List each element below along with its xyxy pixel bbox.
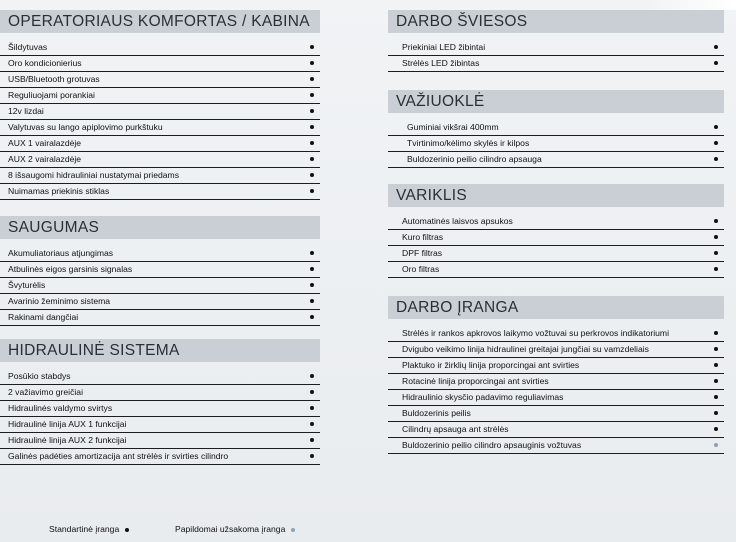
list-item: [0, 449, 320, 465]
standard-dot-icon: [310, 141, 314, 145]
list-item: [0, 40, 320, 56]
optional-dot-icon: [291, 528, 295, 532]
standard-dot-icon: [310, 438, 314, 442]
standard-dot-icon: [310, 157, 314, 161]
item-label: Dvigubo veikimo linija hidraulinei greitajai jungčiai su vamzdeliais: [402, 344, 649, 354]
item-label: 2 važiavimo greičiai: [8, 387, 83, 397]
list-item: [0, 433, 320, 449]
standard-dot-icon: [310, 61, 314, 65]
item-label: USB/Bluetooth grotuvas: [8, 74, 100, 84]
standard-dot-icon: [714, 395, 718, 399]
standard-dot-icon: [310, 315, 314, 319]
list-item: [0, 104, 320, 120]
list-item: [0, 246, 320, 262]
section-header: VARIKLIS: [388, 184, 724, 207]
item-label: Rotacinė linija proporcingai ant svirties: [402, 376, 549, 386]
item-label: Hidraulinė linija AUX 2 funkcijai: [8, 435, 127, 445]
list-item: [388, 326, 724, 342]
section-header: DARBO ĮRANGA: [388, 296, 724, 319]
list-item: [0, 417, 320, 433]
list-item: [0, 310, 320, 326]
list-item: [388, 56, 724, 72]
section-work-equipment: [388, 296, 724, 454]
legend-optional: [175, 524, 295, 534]
list-item: [388, 262, 724, 278]
list-item: [0, 88, 320, 104]
legend-optional-label: Papildomai užsakoma įranga: [175, 524, 286, 534]
legend-standard-label: Standartinė įranga: [49, 524, 120, 534]
item-label: Automatinės laisvos apsukos: [402, 216, 513, 226]
standard-dot-icon: [310, 77, 314, 81]
standard-dot-icon: [310, 173, 314, 177]
list-item: [0, 369, 320, 385]
list-item: [0, 120, 320, 136]
item-label: Guminiai vikšrai 400mm: [407, 122, 499, 132]
standard-dot-icon: [714, 411, 718, 415]
item-label: Hidraulinio skysčio padavimo reguliavimas: [402, 392, 564, 402]
standard-dot-icon: [310, 283, 314, 287]
standard-dot-icon: [714, 61, 718, 65]
item-label: Atbulinės eigos garsinis signalas: [8, 264, 133, 274]
item-label: Rakinami dangčiai: [8, 312, 79, 322]
list-item: [388, 40, 724, 56]
standard-dot-icon: [310, 45, 314, 49]
section-engine: [388, 184, 724, 278]
standard-dot-icon: [310, 299, 314, 303]
standard-dot-icon: [310, 406, 314, 410]
section-header: DARBO ŠVIESOS: [388, 10, 724, 33]
corner-fade: [646, 0, 736, 10]
item-label: Nuimamas priekinis stiklas: [8, 186, 110, 196]
section-header: SAUGUMAS: [0, 216, 320, 239]
item-label: Tvirtinimo/kėlimo skylės ir kilpos: [407, 138, 530, 148]
standard-dot-icon: [310, 125, 314, 129]
list-item: [388, 438, 724, 454]
item-label: Švyturėlis: [8, 280, 46, 290]
item-label: Valytuvas su lango apiplovimo purkštuku: [8, 122, 163, 132]
standard-dot-icon: [310, 390, 314, 394]
item-label: Šildytuvas: [8, 42, 48, 52]
section-header: HIDRAULINĖ SISTEMA: [0, 339, 320, 362]
standard-dot-icon: [310, 251, 314, 255]
item-label: AUX 1 vairalazdėje: [8, 138, 82, 148]
standard-dot-icon: [714, 427, 718, 431]
standard-dot-icon: [125, 528, 129, 532]
item-label: Posūkio stabdys: [8, 371, 71, 381]
legend-standard: [49, 524, 129, 534]
standard-dot-icon: [310, 109, 314, 113]
list-item: [0, 401, 320, 417]
standard-dot-icon: [714, 157, 718, 161]
item-label: DPF filtras: [402, 248, 443, 258]
standard-dot-icon: [310, 267, 314, 271]
item-label: Oro filtras: [402, 264, 440, 274]
section-undercarriage: [388, 90, 724, 168]
list-item: [388, 120, 724, 136]
standard-dot-icon: [714, 251, 718, 255]
standard-dot-icon: [310, 422, 314, 426]
item-label: Akumuliatoriaus atjungimas: [8, 248, 114, 258]
list-item: [388, 422, 724, 438]
section-operator-comfort: [0, 10, 320, 200]
list-item: [0, 278, 320, 294]
list-item: [0, 184, 320, 200]
standard-dot-icon: [714, 219, 718, 223]
list-item: [0, 136, 320, 152]
standard-dot-icon: [310, 93, 314, 97]
item-label: Oro kondicionierius: [8, 58, 82, 68]
section-work-lights: [388, 10, 724, 72]
list-item: [0, 294, 320, 310]
item-label: Strėlės LED žibintas: [402, 58, 480, 68]
standard-dot-icon: [714, 347, 718, 351]
list-item: [0, 262, 320, 278]
list-item: [388, 374, 724, 390]
item-label: Galinės padėties amortizacija ant strėlės ir svirties cilindro: [8, 451, 229, 461]
list-item: [0, 72, 320, 88]
list-item: [388, 230, 724, 246]
item-label: AUX 2 vairalazdėje: [8, 154, 82, 164]
list-item: [388, 358, 724, 374]
optional-dot-icon: [714, 443, 718, 447]
list-item: [388, 152, 724, 168]
standard-dot-icon: [310, 454, 314, 458]
list-item: [0, 385, 320, 401]
standard-dot-icon: [714, 45, 718, 49]
item-label: Kuro filtras: [402, 232, 444, 242]
list-item: [388, 342, 724, 358]
item-label: Strėlės ir rankos apkrovos laikymo vožtuvai su perkrovos indikatoriumi: [402, 328, 669, 338]
item-label: 12v lizdai: [8, 106, 44, 116]
section-hydraulics: [0, 339, 320, 465]
item-label: Buldozerinio peilio cilindro apsauga: [407, 154, 542, 164]
standard-dot-icon: [714, 141, 718, 145]
list-item: [388, 246, 724, 262]
list-item: [0, 56, 320, 72]
item-label: Avarinio žeminimo sistema: [8, 296, 111, 306]
standard-dot-icon: [714, 363, 718, 367]
standard-dot-icon: [310, 374, 314, 378]
standard-dot-icon: [714, 235, 718, 239]
item-label: Reguliuojami porankiai: [8, 90, 95, 100]
standard-dot-icon: [714, 379, 718, 383]
item-label: Hidraulinės valdymo svirtys: [8, 403, 113, 413]
list-item: [388, 390, 724, 406]
list-item: [388, 136, 724, 152]
list-item: [0, 168, 320, 184]
standard-dot-icon: [714, 331, 718, 335]
section-safety: [0, 216, 320, 326]
standard-dot-icon: [310, 189, 314, 193]
item-label: 8 išsaugomi hidrauliniai nustatymai priedams: [8, 170, 180, 180]
list-item: [0, 152, 320, 168]
section-header: OPERATORIAUS KOMFORTAS / KABINA: [0, 10, 320, 33]
list-item: [388, 214, 724, 230]
item-label: Buldozerinio peilio cilindro apsauginis vožtuvas: [402, 440, 582, 450]
list-item: [388, 406, 724, 422]
item-label: Cilindrų apsauga ant strėlės: [402, 424, 509, 434]
item-label: Plaktuko ir žirklių linija proporcingai ant svirties: [402, 360, 580, 370]
item-label: Priekiniai LED žibintai: [402, 42, 486, 52]
standard-dot-icon: [714, 267, 718, 271]
standard-dot-icon: [714, 125, 718, 129]
item-label: Hidraulinė linija AUX 1 funkcijai: [8, 419, 127, 429]
section-header: VAŽIUOKLĖ: [388, 90, 724, 113]
item-label: Buldozerinis peilis: [402, 408, 471, 418]
